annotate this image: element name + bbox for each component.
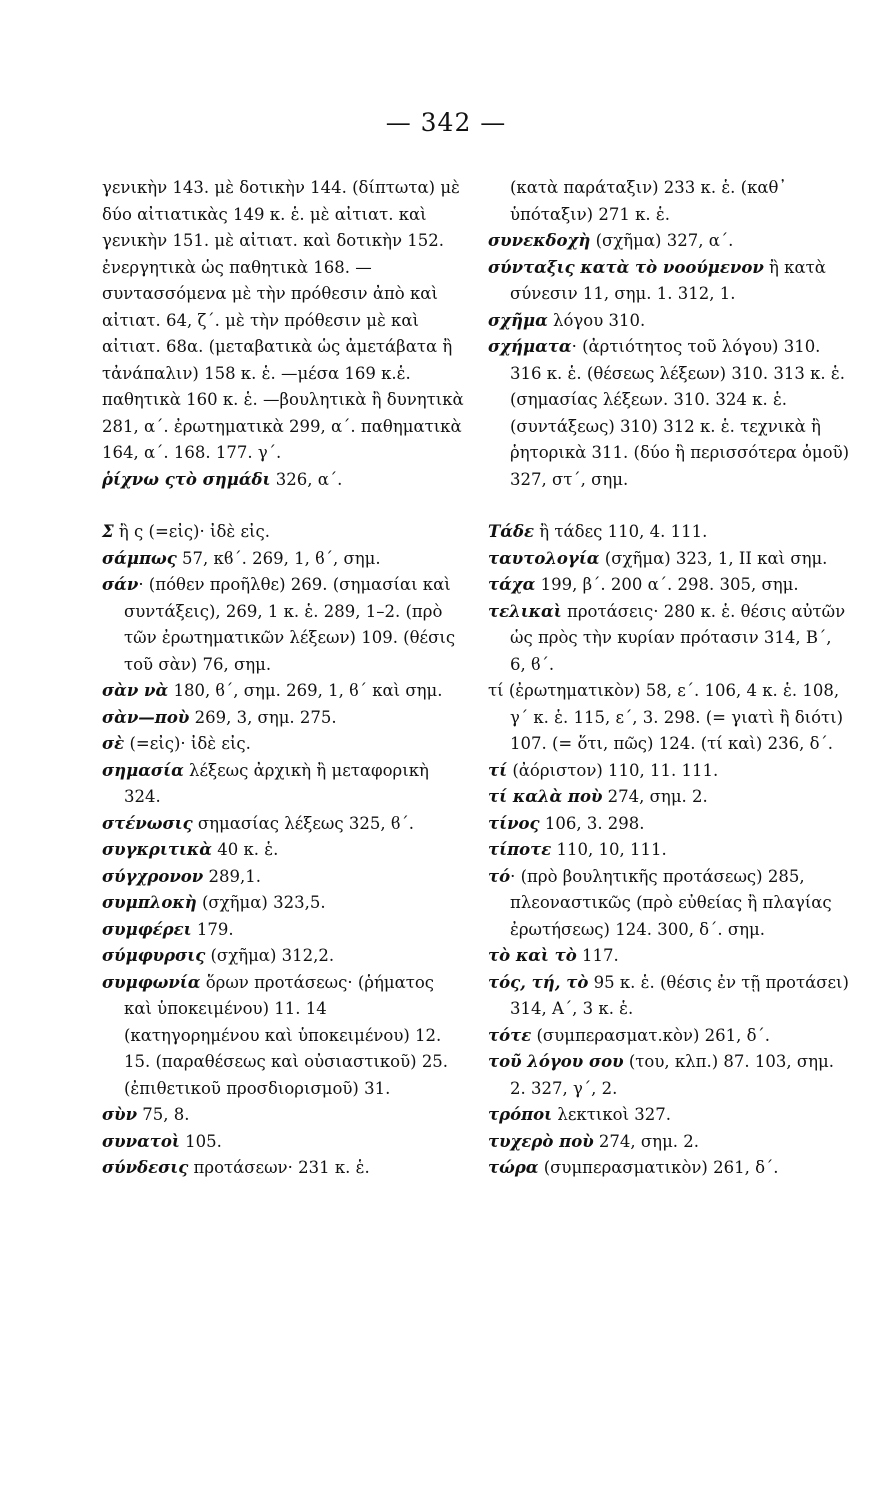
entry-text: 274, σημ. 2. xyxy=(593,1131,700,1151)
entry-text: 289,1. xyxy=(203,866,261,886)
index-entry xyxy=(488,175,850,228)
entry-text: 274, σημ. 2. xyxy=(602,787,708,806)
index-entry xyxy=(488,1049,850,1102)
entry-text: · (πόθεν προῆλθε) 269. (σημασίαι καὶ συντάξεις), 269, 1 κ. ἑ. 289, 1–2. (πρὸ τῶν ἐρωτηματικῶν λέξεων) 109. (θέσις τοῦ σὰν) 76, σημ. xyxy=(124,575,456,674)
entry-lemma: σχήματα xyxy=(488,337,572,356)
entry-text: · (πρὸ βουλητικῆς προτάσεως) 285, πλεοναστικῶς (πρὸ εὐθείας ἢ πλαγίας ἐρωτήσεως) 124. 300, δ΄. σημ. xyxy=(510,866,832,939)
index-entry xyxy=(488,308,850,335)
index-entry xyxy=(102,678,464,705)
entry-lemma: τάχα xyxy=(488,575,536,594)
index-entry xyxy=(488,599,850,679)
entry-lemma: σὲ xyxy=(102,734,125,753)
entry-text: (κατὰ παράταξιν) 233 κ. ἑ. (καθ᾽ ὑπόταξιν) 271 κ. ἑ. xyxy=(510,178,787,224)
entry-text: ἢ ς (=εἰς)· ἰδὲ εἰς. xyxy=(113,522,270,541)
index-entry xyxy=(488,758,850,785)
index-entry xyxy=(488,784,850,811)
entry-text: (συμπερασματ.κὸν) 261, δ΄. xyxy=(531,1025,771,1045)
entry-lemma: σημασία xyxy=(102,760,184,780)
index-entry xyxy=(488,678,850,758)
entry-text: τί (ἐρωτηματικὸν) 58, ε΄. 106, 4 κ. ἑ. 108, γ΄ κ. ἑ. 115, ε΄, 3. 298. (= γιατὶ ἢ διότι) 107. (= ὅτι, πῶς) 124. (τί καὶ) 236, δ΄. xyxy=(488,681,844,753)
entry-text: (σχῆμα) 323, 1, II καὶ σημ. xyxy=(599,548,828,568)
entry-lemma: σάμπως xyxy=(102,548,177,568)
index-entry xyxy=(102,943,464,970)
entry-text: 199, β΄. 200 α΄. 298. 305, σημ. xyxy=(535,575,799,594)
entry-lemma: συμφωνία xyxy=(102,972,201,992)
index-entry xyxy=(488,1155,850,1182)
entry-lemma: συνατοὶ xyxy=(102,1131,180,1151)
index-entry xyxy=(488,811,850,838)
entry-text: (ἀόριστον) 110, 11. 111. xyxy=(507,760,719,780)
right-column xyxy=(488,175,850,1182)
entry-lemma: Τάδε xyxy=(488,522,535,541)
entry-lemma: συνεκδοχὴ xyxy=(488,231,591,250)
entry-lemma: σύμφυρσις xyxy=(102,946,206,965)
index-entry xyxy=(488,519,850,546)
entry-lemma: τυχερὸ ποὺ xyxy=(488,1131,594,1151)
entry-text: λέξεως ἀρχικὴ ἢ μεταφορικὴ 324. xyxy=(124,760,429,806)
entry-text: σημασίας λέξεως 325, ϐ΄. xyxy=(192,813,414,833)
index-entry xyxy=(488,864,850,944)
entry-lemma: συμφέρει xyxy=(102,919,192,939)
entry-text: προτάσεις· 280 κ. ἑ. θέσις αὐτῶν ὡς πρὸς τὴν κυρίαν πρότασιν 314, Β΄, 6, ϐ΄. xyxy=(510,601,846,674)
entry-lemma: Σ xyxy=(102,522,114,541)
index-entry xyxy=(102,546,464,573)
entry-lemma: σάν xyxy=(102,575,139,594)
index-entry xyxy=(488,1102,850,1129)
index-entry xyxy=(102,837,464,864)
index-entry xyxy=(102,572,464,678)
index-entry xyxy=(488,255,850,308)
entry-text: ὅρων προτάσεως· (ῥήματος καὶ ὑποκειμένου) 11. 14 (κατηγορημένου καὶ ὑποκειμένου) 12. 15. (παραθέσεως καὶ οὐσιαστικοῦ) 25. (ἐπιθετικοῦ προσδιορισμοῦ) 31. xyxy=(124,972,449,1098)
index-entry xyxy=(488,943,850,970)
entry-lemma: σύνταξις κατὰ τὸ νοούμενον xyxy=(488,257,764,277)
index-entry xyxy=(102,758,464,811)
entry-text: (του, κλπ.) 87. 103, σημ. 2. 327, γ΄, 2. xyxy=(510,1052,834,1098)
entry-lemma: τί xyxy=(488,760,508,780)
entry-lemma: ῥίχνω ςτὸ σημάδι xyxy=(102,469,271,489)
entry-text: λόγου 310. xyxy=(547,310,646,330)
entry-lemma: σύνδεσις xyxy=(102,1158,189,1177)
index-entry xyxy=(102,970,464,1103)
entry-text: 57, κϐ΄. 269, 1, ϐ΄, σημ. xyxy=(176,548,381,568)
index-entry xyxy=(488,334,850,493)
entry-lemma: τὸ καὶ τὸ xyxy=(488,946,577,965)
entry-lemma: συμπλοκὴ xyxy=(102,893,197,912)
left-column xyxy=(102,175,464,1182)
index-entry xyxy=(102,467,464,494)
entry-text: 106, 3. 298. xyxy=(539,813,645,833)
entry-text: (=εἰς)· ἰδὲ εἰς. xyxy=(124,734,251,753)
entry-text: 269, 3, σημ. 275. xyxy=(189,707,337,727)
index-entry xyxy=(102,705,464,732)
entry-lemma: συγκριτικὰ xyxy=(102,840,212,859)
section-gap xyxy=(488,493,850,519)
entry-text: προτάσεων· 231 κ. ἑ. xyxy=(188,1158,370,1177)
entry-text: 40 κ. ἑ. xyxy=(211,840,279,859)
entry-text: 326, α΄. xyxy=(270,469,343,489)
entry-text: λεκτικοὶ 327. xyxy=(552,1105,672,1124)
index-entry xyxy=(488,1023,850,1050)
entry-text: ἢ κατὰ σύνεσιν 11, σημ. 1. 312, 1. xyxy=(510,257,826,303)
entry-text: γενικὴν 143. μὲ δοτικὴν 144. (δίπτωτα) μὲ δύο αἰτιατικὰς 149 κ. ἑ. μὲ αἰτιατ. καὶ γενικὴν 151. μὲ αἰτιατ. καὶ δοτικὴν 152. ἐνεργητικὰ ὡς παθητικὰ 168. —συντασσόμενα μὲ τὴν πρόθεσιν ἀπὸ καὶ αἰτιατ. 64, ζ΄. μὲ τὴν πρόθεσιν μὲ καὶ αἰτιατ. 68α. (μεταβατικὰ ὡς ἀμετάβατα ἢ τἀνάπαλιν) 158 κ. ἑ. —μέσα 169 κ.ἑ. παθητικὰ 160 κ. ἑ. —βουλητικὰ ἢ δυνητικὰ 281, α΄. ἐρωτηματικὰ 299, α΄. παθηματικὰ 164, α΄. 168. 177. γ΄. xyxy=(102,178,464,462)
section-gap xyxy=(102,493,464,519)
entry-text: (σχῆμα) 312,2. xyxy=(205,946,335,965)
entry-text: 110, 10, 111. xyxy=(551,840,667,859)
entry-text: 75, 8. xyxy=(137,1105,190,1124)
index-entry xyxy=(102,1102,464,1129)
entry-text: (σχῆμα) 323,5. xyxy=(196,893,326,912)
entry-lemma: τώρα xyxy=(488,1158,539,1177)
entry-text: 179. xyxy=(191,919,234,939)
index-entry xyxy=(102,175,464,467)
index-entry xyxy=(488,837,850,864)
index-entry xyxy=(102,519,464,546)
entry-lemma: τίποτε xyxy=(488,840,552,859)
index-entry xyxy=(488,572,850,599)
index-entry xyxy=(102,890,464,917)
entry-lemma: σχῆμα xyxy=(488,310,548,330)
index-entry xyxy=(488,970,850,1023)
entry-text: 105. xyxy=(179,1131,222,1151)
index-entry xyxy=(102,864,464,891)
entry-lemma: σὰν νὰ xyxy=(102,681,169,700)
entry-text: (συμπερασματικὸν) 261, δ΄. xyxy=(538,1158,779,1177)
entry-lemma: τός, τή, τὸ xyxy=(488,972,589,992)
entry-lemma: τελικαὶ xyxy=(488,601,562,621)
entry-lemma: τοῦ λόγου σου xyxy=(488,1052,624,1071)
index-entry xyxy=(102,917,464,944)
entry-lemma: τρόποι xyxy=(488,1105,553,1124)
entry-text: (σχῆμα) 327, α΄. xyxy=(590,231,734,250)
entry-text: 95 κ. ἑ. (θέσις ἐν τῇ προτάσει) 314, Α΄, 3 κ. ἑ. xyxy=(510,972,849,1018)
entry-text: ἢ τάδες 110, 4. 111. xyxy=(534,522,708,541)
index-entry xyxy=(102,811,464,838)
index-entry xyxy=(488,1129,850,1156)
entry-lemma: ταυτολογία xyxy=(488,548,600,568)
index-entry xyxy=(488,228,850,255)
index-entry xyxy=(102,1155,464,1182)
index-entry xyxy=(102,731,464,758)
entry-text: 180, ϐ΄, σημ. 269, 1, ϐ΄ καὶ σημ. xyxy=(168,681,443,700)
entry-lemma: στένωσις xyxy=(102,813,193,833)
entry-lemma: σὰν—ποὺ xyxy=(102,707,190,727)
index-entry xyxy=(488,546,850,573)
entry-lemma: τότε xyxy=(488,1025,532,1045)
entry-lemma: τό xyxy=(488,866,511,886)
entry-lemma: σύγχρονον xyxy=(102,866,204,886)
page-number: — 342 — xyxy=(385,108,507,137)
index-entry xyxy=(102,1129,464,1156)
entry-text: · (ἀρτιότητος τοῦ λόγου) 310. 316 κ. ἑ. (θέσεως λέξεων) 310. 313 κ. ἑ. (σημασίας λέξεων. 310. 324 κ. ἑ. (συντάξεως) 310) 312 κ. ἑ. τεχνικὰ ἢ ῥητορικὰ 311. (δύο ἢ περισσότερα ὁμοῦ) 327, στ΄, σημ. xyxy=(510,337,850,489)
entry-text: 117. xyxy=(576,946,619,965)
entry-lemma: τίνος xyxy=(488,813,540,833)
entry-lemma: τί καλὰ ποὺ xyxy=(488,787,603,806)
entry-lemma: σὺν xyxy=(102,1105,138,1124)
